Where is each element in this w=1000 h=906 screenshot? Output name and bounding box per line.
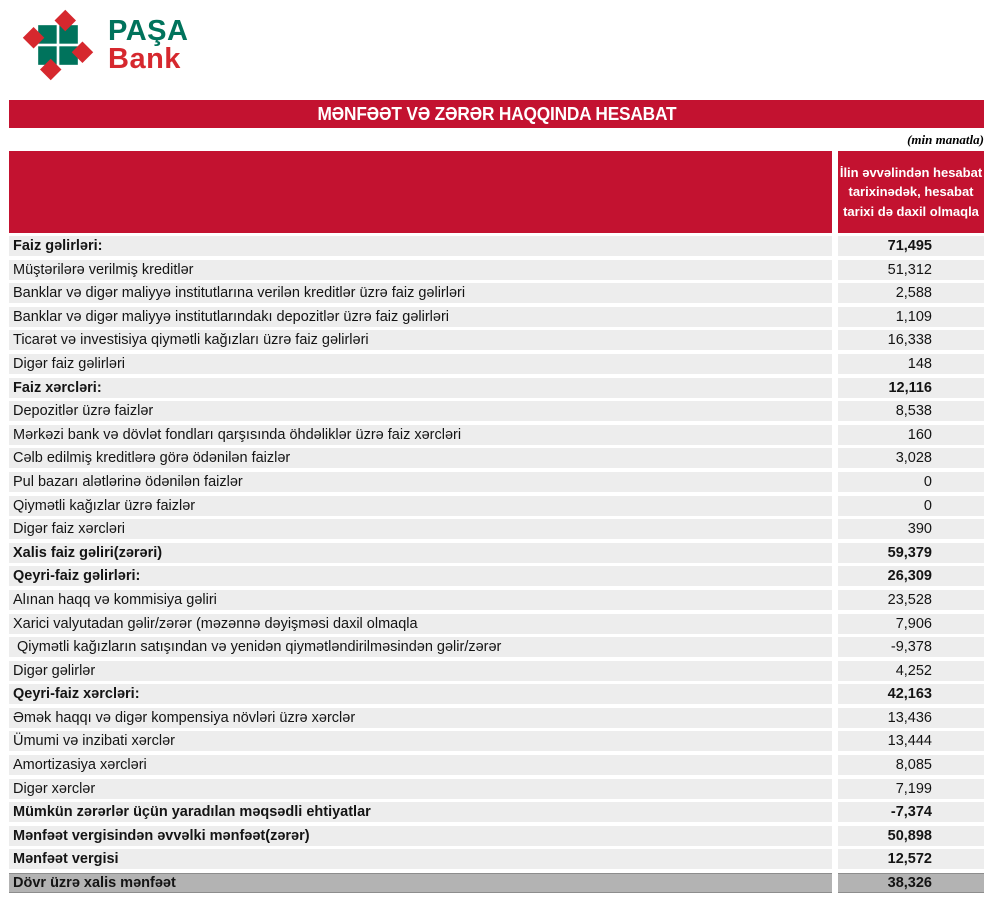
row-label: Qiymətli kağızların satışından və yenidən qiymətləndirilməsindən gəlir/zərər <box>9 637 832 657</box>
row-value: 0 <box>838 472 984 492</box>
row-value: 7,199 <box>838 779 984 799</box>
report-title: MƏNFƏƏT VƏ ZƏRƏR HAQQINDA HESABAT <box>317 103 676 124</box>
row-value: 8,538 <box>838 401 984 421</box>
row-label: Digər gəlirlər <box>9 661 832 681</box>
table-row <box>9 566 984 586</box>
table-row <box>9 519 984 539</box>
row-label: Digər faiz gəlirləri <box>9 354 832 374</box>
table-row <box>9 472 984 492</box>
table-row <box>9 755 984 775</box>
row-value: 26,309 <box>838 566 984 586</box>
row-label: Əmək haqqı və digər kompensiya növləri üzrə xərclər <box>9 708 832 728</box>
row-label: Mənfəət vergisi <box>9 849 832 869</box>
row-value: 7,906 <box>838 614 984 634</box>
table-header-row <box>9 151 984 233</box>
row-value: 59,379 <box>838 543 984 563</box>
table-row <box>9 873 984 893</box>
row-value: 390 <box>838 519 984 539</box>
table-header-label-cell <box>9 151 832 233</box>
row-value: 51,312 <box>838 260 984 280</box>
table-row <box>9 401 984 421</box>
table-row <box>9 283 984 303</box>
row-label: Digər faiz xərcləri <box>9 519 832 539</box>
bank-logo <box>0 0 1000 82</box>
row-label: Qeyri-faiz xərcləri: <box>9 684 832 704</box>
row-value: -7,374 <box>838 802 984 822</box>
row-label: Mərkəzi bank və dövlət fondları qarşısında öhdəliklər üzrə faiz xərcləri <box>9 425 832 445</box>
row-label: Faiz xərcləri: <box>9 378 832 398</box>
row-value: 71,495 <box>838 236 984 256</box>
row-value: 1,109 <box>838 307 984 327</box>
table-row <box>9 496 984 516</box>
row-label: Cəlb edilmiş kreditlərə görə ödənilən faizlər <box>9 448 832 468</box>
row-label: Mənfəət vergisindən əvvəlki mənfəət(zərər) <box>9 826 832 846</box>
row-label: Dövr üzrə xalis mənfəət <box>9 873 832 893</box>
bank-name-bottom: Bank <box>108 43 181 75</box>
row-value: 42,163 <box>838 684 984 704</box>
row-label: Ümumi və inzibati xərclər <box>9 731 832 751</box>
table-row <box>9 425 984 445</box>
row-value: 3,028 <box>838 448 984 468</box>
table-row <box>9 637 984 657</box>
row-value: 13,436 <box>838 708 984 728</box>
table-row <box>9 826 984 846</box>
row-label: Faiz gəlirləri: <box>9 236 832 256</box>
row-label: Banklar və digər maliyyə institutlarındakı depozitlər üzrə faiz gəlirləri <box>9 307 832 327</box>
row-value: 160 <box>838 425 984 445</box>
row-value: 8,085 <box>838 755 984 775</box>
bank-name-top: PAŞA <box>108 14 189 47</box>
row-label: Ticarət və investisiya qiymətli kağızları üzrə faiz gəlirləri <box>9 330 832 350</box>
table-row <box>9 448 984 468</box>
table-row <box>9 354 984 374</box>
table-row <box>9 330 984 350</box>
row-label: Qiymətli kağızlar üzrə faizlər <box>9 496 832 516</box>
table-row <box>9 378 984 398</box>
report-title-bar <box>9 100 984 128</box>
row-label: Pul bazarı alətlərinə ödənilən faizlər <box>9 472 832 492</box>
row-value: 4,252 <box>838 661 984 681</box>
table-row <box>9 236 984 256</box>
row-label: Mümkün zərərlər üçün yaradılan məqsədli ehtiyatlar <box>9 802 832 822</box>
row-value: -9,378 <box>838 637 984 657</box>
table-row <box>9 708 984 728</box>
table-row <box>9 684 984 704</box>
row-label: Banklar və digər maliyyə institutlarına verilən kreditlər üzrə faiz gəlirləri <box>9 283 832 303</box>
row-value: 12,116 <box>838 378 984 398</box>
row-label: Müştərilərə verilmiş kreditlər <box>9 260 832 280</box>
table-row <box>9 849 984 869</box>
pasha-bank-logo-icon <box>20 8 96 82</box>
row-label: Qeyri-faiz gəlirləri: <box>9 566 832 586</box>
row-label: Depozitlər üzrə faizlər <box>9 401 832 421</box>
row-label: Xalis faiz gəliri(zərəri) <box>9 543 832 563</box>
row-value: 0 <box>838 496 984 516</box>
row-value: 2,588 <box>838 283 984 303</box>
row-label: Digər xərclər <box>9 779 832 799</box>
unit-note: (min manatla) <box>907 132 984 147</box>
row-value: 50,898 <box>838 826 984 846</box>
table-row <box>9 543 984 563</box>
row-label: Xarici valyutadan gəlir/zərər (məzənnə dəyişməsi daxil olmaqla <box>9 614 832 634</box>
row-value: 148 <box>838 354 984 374</box>
table-row <box>9 307 984 327</box>
table-row <box>9 731 984 751</box>
table-rows <box>9 236 984 893</box>
table-row <box>9 260 984 280</box>
table-row <box>9 614 984 634</box>
table-row <box>9 590 984 610</box>
row-value: 12,572 <box>838 849 984 869</box>
row-label: Alınan haqq və kommisiya gəliri <box>9 590 832 610</box>
table-row <box>9 661 984 681</box>
bank-logo-wordmark <box>108 14 189 75</box>
table-row <box>9 802 984 822</box>
row-value: 16,338 <box>838 330 984 350</box>
table-row <box>9 779 984 799</box>
table-header-value-cell: İlin əvvəlindən hesabat tarixinədək, hesabat tarixi də daxil olmaqla <box>838 151 984 233</box>
row-value: 38,326 <box>838 873 984 893</box>
row-value: 23,528 <box>838 590 984 610</box>
row-value: 13,444 <box>838 731 984 751</box>
row-label: Amortizasiya xərcləri <box>9 755 832 775</box>
report-sheet <box>9 100 984 893</box>
